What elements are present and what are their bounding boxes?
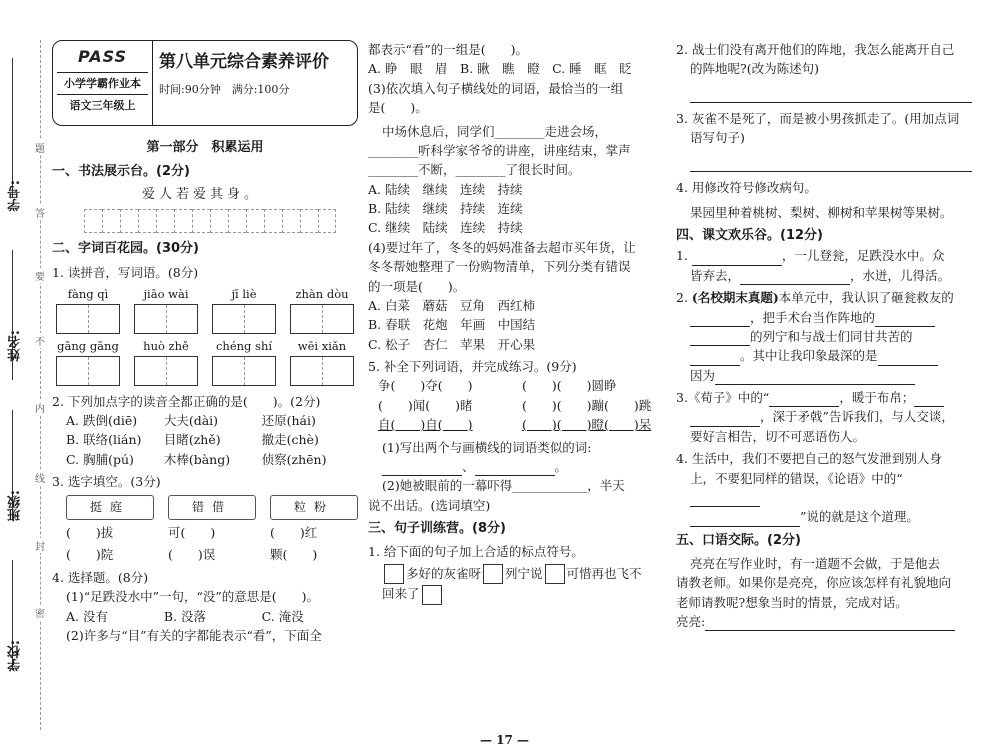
section-heading: 四、课文欢乐谷。(12分) xyxy=(676,228,823,244)
part-heading: 第一部分 积累运用 xyxy=(146,140,264,155)
question-text: (4)要过年了，冬冬的妈妈准备去超市买年货，让 xyxy=(368,239,636,255)
question: 3. 选字填空。(3分) xyxy=(52,474,161,490)
student-id-label: 学号: xyxy=(8,180,23,212)
option: C. 继续 陆续 连续 持续 xyxy=(368,220,523,236)
question-text: 的一项是( )。 xyxy=(368,278,466,294)
recall-text: ”说的就是这个道理。 xyxy=(800,509,919,525)
recall-text: ，一儿登瓮，足跌没水中。众 xyxy=(781,248,945,264)
punct-box[interactable] xyxy=(483,564,503,584)
recall-text: ，深于矛戟”告诉我们，与人交谈， xyxy=(760,409,954,425)
section-heading: 五、口语交际。(2分) xyxy=(676,532,801,548)
fill-row xyxy=(52,523,358,542)
option: B. 联络(lián) xyxy=(66,432,142,448)
recall-text: 要好言相告，切不可恶语伤人。 xyxy=(690,428,866,444)
pass-logo: PASS xyxy=(77,47,128,66)
pinyin: jiāo wài xyxy=(143,286,189,301)
answer-blank[interactable] xyxy=(769,393,839,407)
option: B. 陆续 继续 持续 连续 xyxy=(368,201,523,216)
char-choice: 错借 xyxy=(168,495,256,520)
sentence-part: 回来了 xyxy=(382,586,420,602)
punct-box[interactable] xyxy=(384,564,404,584)
section-heading: 一、书法展示台。(2分) xyxy=(52,164,190,180)
option: 撤走(chè) xyxy=(261,432,319,448)
answer-blank[interactable] xyxy=(715,371,915,385)
writing-box[interactable] xyxy=(56,356,120,386)
answer-line[interactable] xyxy=(690,154,972,172)
writing-box[interactable] xyxy=(290,356,354,386)
writing-box-row xyxy=(52,304,358,334)
passage-line: ________不断，________了很长时间。 xyxy=(368,162,581,178)
brand-block xyxy=(53,41,153,125)
column-1 xyxy=(52,40,358,645)
recall-q2-cont xyxy=(676,327,972,346)
punct-box[interactable] xyxy=(545,564,565,584)
punct-box[interactable] xyxy=(422,585,442,605)
dialog-prompt: 亮亮在写作业时，有一道题不会做，于是他去 xyxy=(690,555,941,571)
question: 5. 补全下列词语，并完成练习。(9分) xyxy=(368,359,577,374)
idiom-row xyxy=(368,396,666,415)
answer-blank[interactable] xyxy=(690,332,750,346)
sentence-part: 列宁说 xyxy=(505,565,543,581)
exam-info: 时间:90分钟 满分:100分 xyxy=(159,83,290,97)
recall-text: 。其中让我印象最深的是 xyxy=(740,348,878,364)
pinyin: fàng qì xyxy=(67,286,109,301)
pinyin-row xyxy=(52,286,358,304)
question-text: 都表示“看”的一组是( )。 xyxy=(368,42,529,57)
answer-blank[interactable] xyxy=(878,352,938,366)
option: B. 春联 花炮 年画 中国结 xyxy=(368,317,536,333)
recall-q1: 1. ，一儿登瓮，足跌没水中。众 xyxy=(676,246,972,265)
punctuation-sentence xyxy=(368,564,666,585)
seal-char: 密 xyxy=(32,605,48,620)
fill-blank[interactable]: ( )拔 xyxy=(66,525,114,541)
recall-q2-cont xyxy=(676,308,972,327)
passage-line: 中场休息后，同学们________走进会场， xyxy=(382,123,608,139)
option-row: A. 睁 眼 眉 B. 瞅 瞧 瞪 C. 睡 眶 眨 xyxy=(368,61,632,77)
recall-q2-cont xyxy=(676,346,972,365)
sentence-part: 多好的灰雀呀 xyxy=(406,565,482,581)
question: 1. 给下面的句子加上合适的标点符号。 xyxy=(368,544,584,560)
question: 3. 灰雀不是死了，而是被小男孩抓走了。(用加点词 xyxy=(676,110,960,126)
name-label: 姓名: xyxy=(8,330,23,362)
recall-q4-cont xyxy=(676,507,972,526)
idiom-row xyxy=(368,415,666,434)
option: 木棒(bàng) xyxy=(163,451,231,467)
option: C. 淹没 xyxy=(261,608,304,624)
recall-q1-cont xyxy=(676,266,972,285)
dialog-prompt: 请教老师。如果你是亮亮，你应该怎样有礼貌地向 xyxy=(676,575,952,591)
idiom-blank[interactable]: ( )( )蹦( )跳 xyxy=(522,397,652,413)
idiom-blank[interactable]: ( )( )圆睁 xyxy=(522,378,617,394)
option-row xyxy=(52,430,358,449)
question-text: (2)许多与“目”有关的字都能表示“看”，下面全 xyxy=(66,627,322,643)
pinyin: chéng shí xyxy=(215,338,273,353)
idiom-blank[interactable]: ( )闻( )睹 xyxy=(378,397,473,413)
seal-char: 题 xyxy=(32,140,48,155)
column-3 xyxy=(676,40,972,631)
fill-blank[interactable]: ( )误 xyxy=(168,547,216,563)
writing-box-row xyxy=(52,356,358,386)
recall-text: 上，不要犯同样的错误，《论语》中的“ xyxy=(690,470,903,486)
pinyin: wēi xiǎn xyxy=(297,338,347,353)
writing-box[interactable] xyxy=(212,356,276,386)
question-text: 说不出话。(选词填空) xyxy=(368,497,491,513)
question-text: 语写句子) xyxy=(690,130,745,146)
option: A. 白菜 蘑菇 豆角 西红柿 xyxy=(368,297,535,313)
writing-box[interactable] xyxy=(134,304,198,334)
seal-char: 封 xyxy=(32,538,48,553)
recall-text: ，把手术台当作阵地的 xyxy=(750,309,876,325)
option-row xyxy=(52,450,358,469)
fill-row xyxy=(52,545,358,564)
question-text: 冬冬帮她整理了一份购物清单，下列分类有错误 xyxy=(368,259,631,275)
section-heading: 二、字词百花园。(30分) xyxy=(52,241,199,257)
seal-char: 要 xyxy=(32,268,48,283)
question-text: 的阵地呢?(改为陈述句) xyxy=(690,61,819,77)
seal-char: 内 xyxy=(32,400,48,415)
question-text: (1)写出两个与画横线的词语类似的词: xyxy=(382,439,592,455)
question-text: (2)她被眼前的一幕吓得____________，半天 xyxy=(382,478,625,494)
answer-blank[interactable] xyxy=(705,617,955,631)
answer-blank[interactable] xyxy=(875,313,935,327)
option: 大夫(dài) xyxy=(163,412,219,428)
answer-blank[interactable] xyxy=(690,352,740,366)
seal-char: 不 xyxy=(32,333,48,348)
section-heading: 三、句子训练营。(8分) xyxy=(368,521,506,536)
pinyin: gāng gāng xyxy=(57,338,119,353)
option: B. 没落 xyxy=(163,608,206,624)
speaker-label: 亮亮: xyxy=(676,613,706,629)
answer-blank[interactable] xyxy=(740,271,850,285)
fill-blank[interactable]: 可( ) xyxy=(168,525,216,541)
answer-blank[interactable] xyxy=(914,393,944,407)
answer-line[interactable] xyxy=(690,85,972,103)
option-row xyxy=(52,411,358,430)
recall-q2: 2. (名校期末真题)本单元中，我认识了砸瓮救友的 xyxy=(676,290,954,306)
idiom-row xyxy=(368,376,666,395)
recall-q2-cont xyxy=(676,366,972,385)
dialog-answer xyxy=(676,612,972,631)
sentence-to-fix[interactable]: 果园里种着桃树、梨树、柳树和苹果树等果树。 xyxy=(690,204,953,220)
char-choice-row xyxy=(52,495,358,520)
char-choice: 挺庭 xyxy=(66,495,154,520)
writing-box[interactable] xyxy=(56,304,120,334)
question: 4. 选择题。(8分) xyxy=(52,569,149,585)
answer-blank[interactable] xyxy=(690,313,750,327)
question-text: (3)依次填入句子横线处的词语，最恰当的一组 xyxy=(368,80,624,96)
option: C. 松子 杏仁 苹果 开心果 xyxy=(368,336,536,352)
page-number: — 17 — xyxy=(480,733,530,747)
header-title-block xyxy=(153,41,357,125)
sentence-part: 可惜再也飞不 xyxy=(566,565,642,581)
writing-box[interactable] xyxy=(290,304,354,334)
pinyin: jī liè xyxy=(231,286,257,301)
question-text: (1)“足跌没水中”一句，“没”的意思是( )。 xyxy=(66,589,320,605)
recall-q4-cont xyxy=(676,469,972,508)
exam-tag: (名校期末真题) xyxy=(691,290,779,306)
punctuation-sentence xyxy=(368,584,666,605)
option: A. 没有 xyxy=(66,608,108,624)
student-id-line xyxy=(12,58,13,198)
fill-blank[interactable]: ( )红 xyxy=(270,525,318,541)
answer-blank[interactable] xyxy=(690,413,760,427)
writing-box[interactable] xyxy=(134,356,198,386)
fill-blank[interactable]: 颗( ) xyxy=(270,547,318,563)
option-row xyxy=(52,607,358,626)
option: A. 陆续 继续 连续 持续 xyxy=(368,181,523,197)
pinyin: huò zhě xyxy=(143,338,189,353)
question: 2. 下列加点字的读音全都正确的是( )。(2分) xyxy=(52,393,321,409)
brand-grade: 语文三年级上 xyxy=(57,94,148,114)
seal-char: 线 xyxy=(32,470,48,485)
seal-char: 答 xyxy=(32,205,48,220)
calligraphy-text: 爱人若爱其身。 xyxy=(142,187,262,203)
recall-text: ，水迸，儿得活。 xyxy=(850,267,951,283)
recall-q3 xyxy=(676,388,972,407)
recall-text: 3.《荀子》中的“ xyxy=(676,390,770,406)
answer-blank[interactable] xyxy=(692,252,782,266)
header-box xyxy=(52,40,358,126)
idiom-blank[interactable]: ( )( )瞪( )呆 xyxy=(522,417,652,433)
recall-q3-cont xyxy=(676,407,972,426)
writing-box[interactable] xyxy=(212,304,276,334)
recall-text: 因为 xyxy=(690,367,716,383)
fill-blank[interactable]: ( )院 xyxy=(66,547,114,563)
page-title: 第八单元综合素养评价 xyxy=(159,52,329,72)
idiom-blank[interactable]: 争( )夺( ) xyxy=(378,378,473,394)
recall-q4: 4. 生活中，我们不要把自己的怒气发泄到别人身 xyxy=(676,451,942,467)
column-2 xyxy=(368,40,666,605)
answer-blank[interactable] xyxy=(690,493,760,507)
calligraphy-grid[interactable] xyxy=(84,209,358,233)
class-label: 班级: xyxy=(8,490,23,522)
question: 2. 战士们没有离开他们的阵地，我怎么能离开自己 xyxy=(676,42,955,57)
question-text: 是( )。 xyxy=(368,100,428,116)
pinyin-row xyxy=(52,338,358,356)
answer-blank[interactable] xyxy=(690,513,800,527)
option: 目睹(zhě) xyxy=(163,432,221,448)
idiom-blank[interactable]: 自( )自( ) xyxy=(378,417,473,433)
recall-text: 皆弃去， xyxy=(690,267,741,283)
char-choice: 粒粉 xyxy=(270,495,358,520)
option: C. 胸脯(pú) xyxy=(66,451,134,467)
school-label: 学校: xyxy=(8,640,23,672)
brand-name: 小学学霸作业本 xyxy=(57,72,148,92)
question: 1. 读拼音，写词语。(8分) xyxy=(52,264,199,280)
dialog-prompt: 老师请教呢?想象当时的情景，完成对话。 xyxy=(676,594,908,610)
pinyin: zhàn dòu xyxy=(295,286,349,301)
question: 4. 用修改符号修改病句。 xyxy=(676,179,817,195)
answer-blank[interactable]: 、 。 xyxy=(368,457,666,476)
recall-text: 的列宁和与战士们同甘共苦的 xyxy=(750,328,913,344)
option: 侦察(zhēn) xyxy=(261,451,327,467)
option: A. 跌倒(diē) xyxy=(66,412,138,428)
recall-text: ，暖于布帛； xyxy=(839,390,915,406)
recall-text: 本单元中，我认识了砸瓮救友的 xyxy=(778,290,954,306)
passage-line: ________听科学家爷爷的讲座，讲座结束，掌声 xyxy=(368,142,631,158)
option: 还原(hái) xyxy=(261,412,316,428)
